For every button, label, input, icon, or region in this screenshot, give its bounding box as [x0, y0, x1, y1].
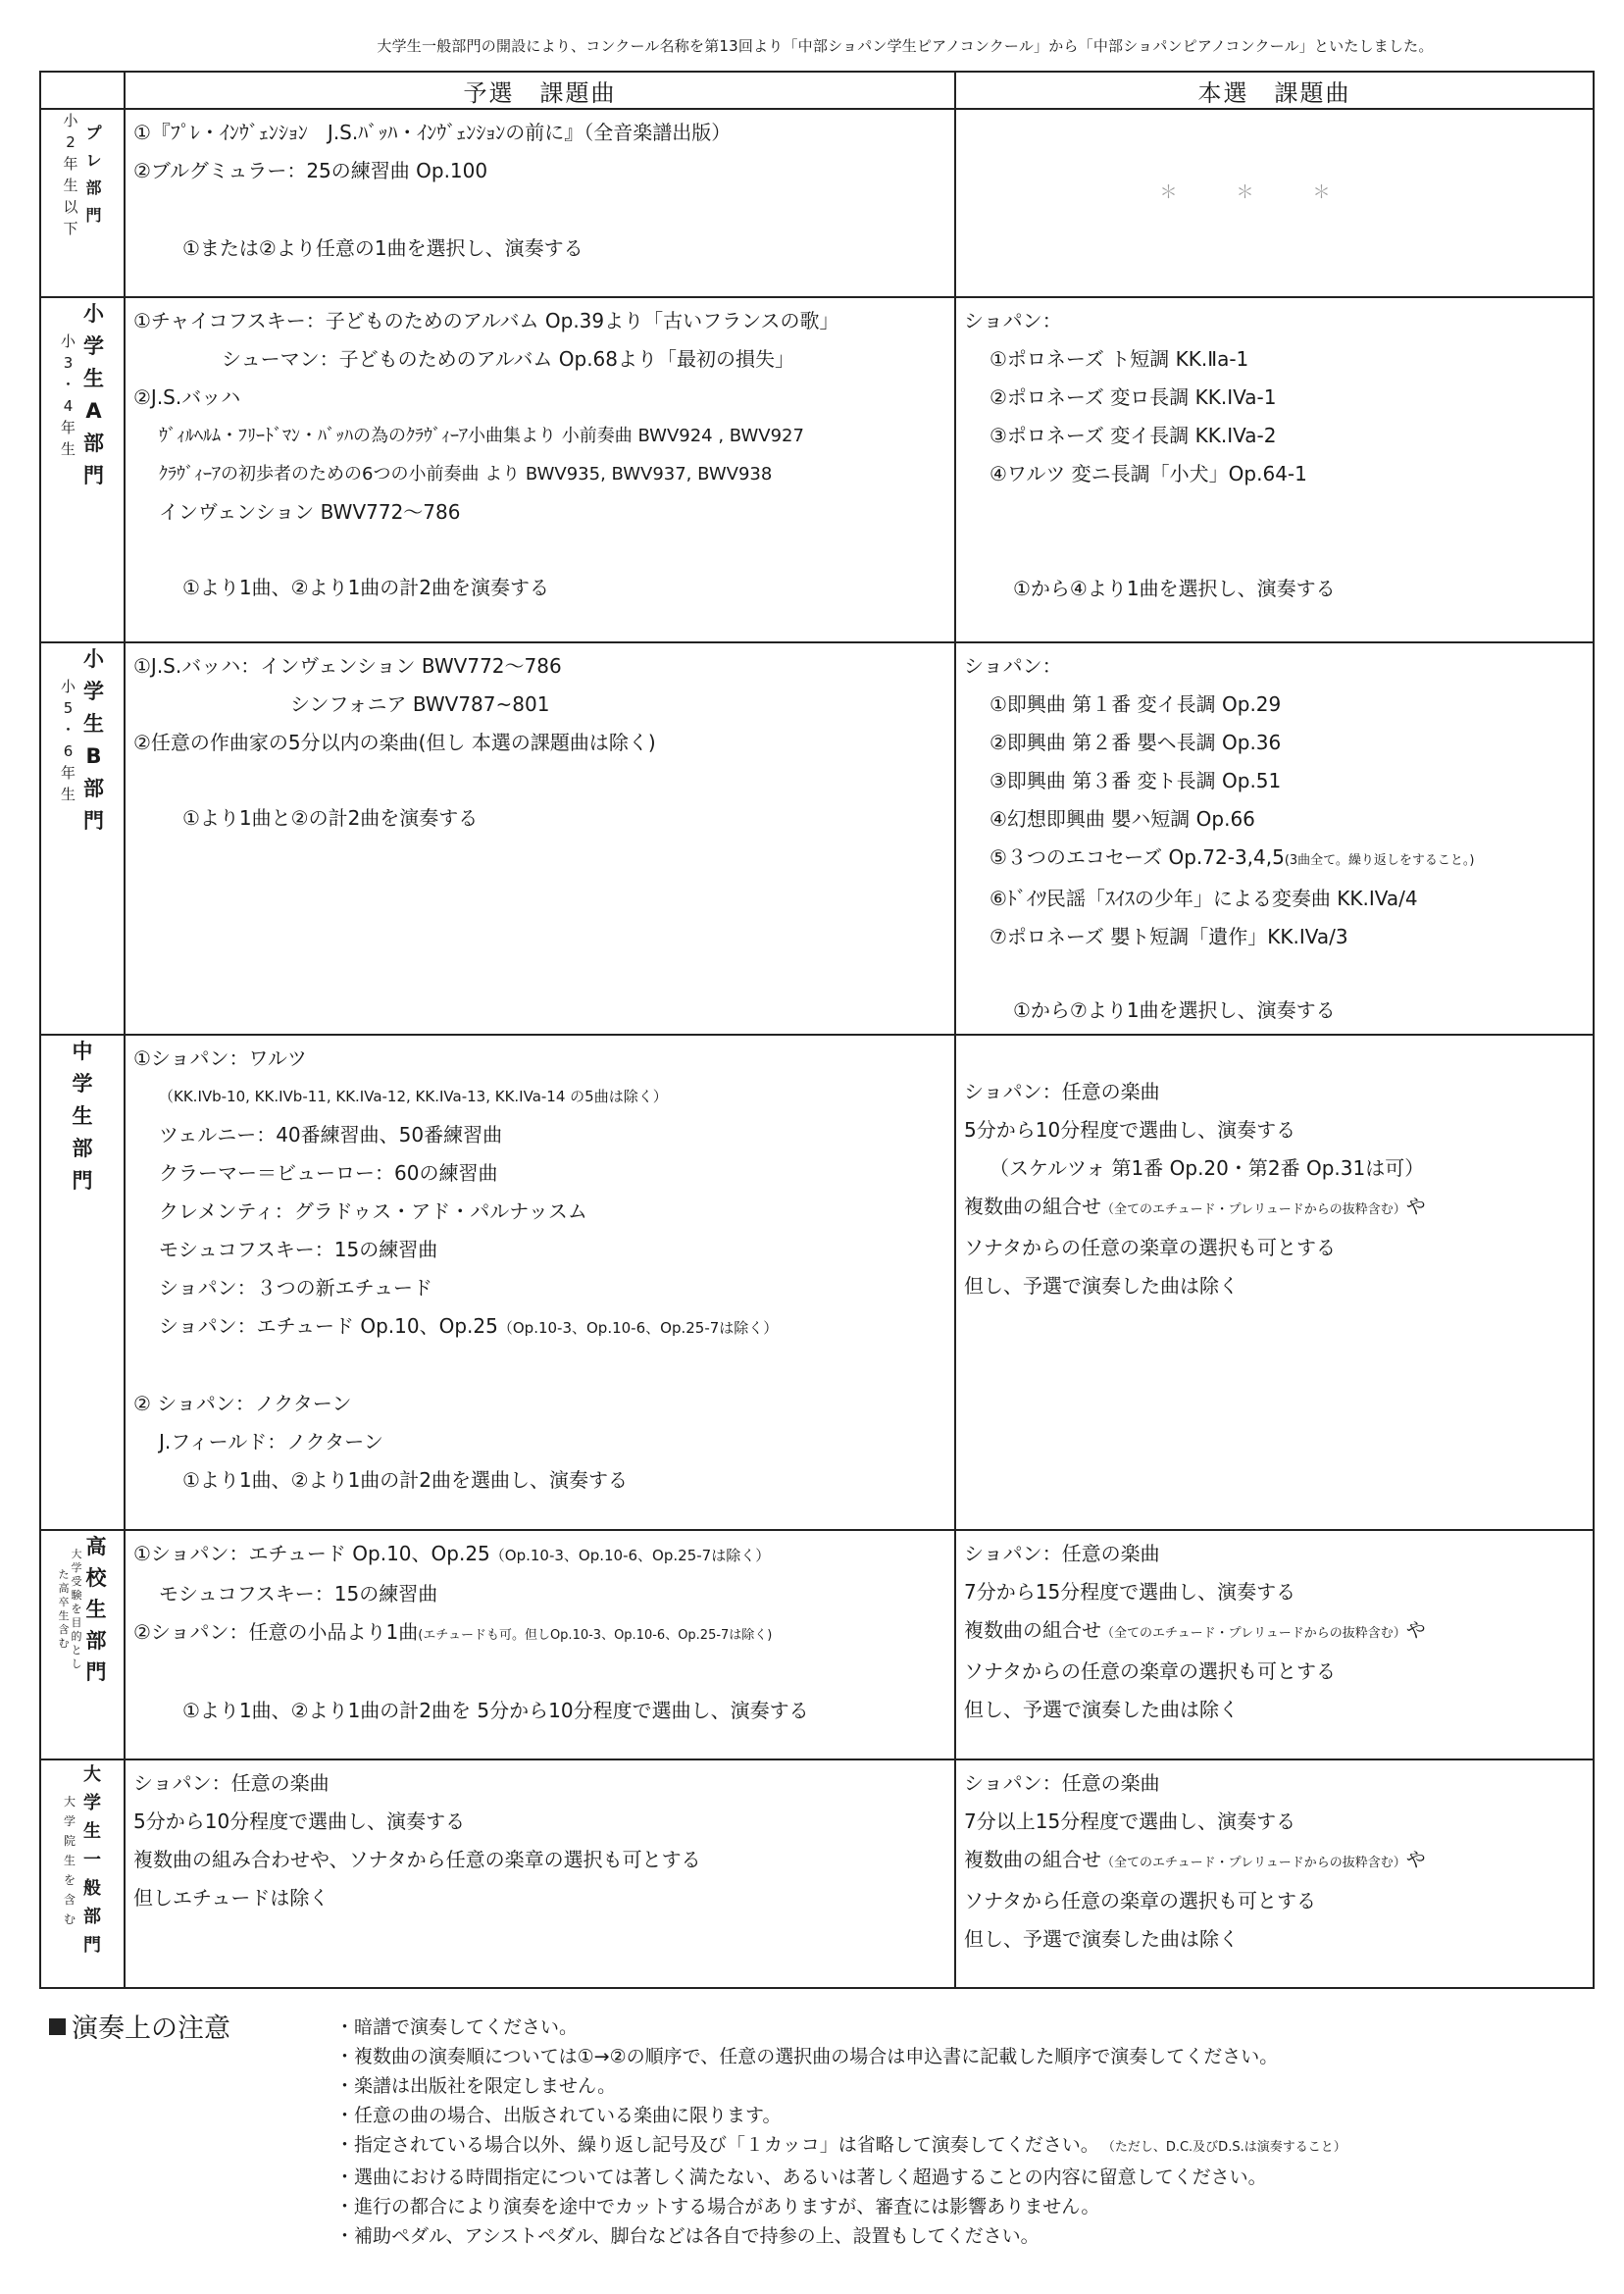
instruction: ①または②より任意の1曲を選択し、演奏する: [182, 236, 584, 260]
instruction: ①より1曲、②より1曲の計2曲を 5分から10分程度で選曲し、演奏する: [182, 1699, 809, 1722]
list-item: ｸﾗｳﾞｨｰｱの初歩者のための6つの小前奏曲 より BWV935, BWV937, BWV938: [159, 464, 773, 484]
list-item: ショパン：: [964, 654, 1062, 678]
list-item: 但し、予選で演奏した曲は除く: [964, 1927, 1239, 1951]
list-item: モシュコフスキー：15の練習曲: [159, 1238, 438, 1261]
instruction: ①より1曲、②より1曲の計2曲を演奏する: [182, 576, 550, 599]
instruction: ①より1曲、②より1曲の計2曲を選曲し、演奏する: [182, 1468, 629, 1492]
list-item: ①チャイコフスキー：子どものためのアルバム Op.39より「古いフランスの歌」: [133, 309, 839, 332]
list-item: ショパン：任意の楽曲: [133, 1771, 330, 1795]
list-item: 複数曲の組合せ（全てのエチュード・プレリュードからの抜粋含む）や: [964, 1195, 1426, 1218]
pre-prelim-cell: [125, 109, 955, 297]
b-prelim-cell: [125, 642, 955, 1035]
placeholder-stars: ＊＊＊: [1159, 182, 1390, 203]
list-item: 5分から10分程度で選曲し、演奏する: [964, 1118, 1296, 1142]
list-item: ショパン：任意の楽曲: [964, 1080, 1160, 1103]
list-item: 7分以上15分程度で選曲し、演奏する: [964, 1810, 1296, 1833]
list-item: （KK.IVb-10, KK.IVb-11, KK.IVa-12, KK.IVa-13, KK.IVa-14 の5曲は除く）: [159, 1088, 668, 1105]
a-final-cell: [955, 297, 1594, 642]
list-item: ④ワルツ 変ニ長調「小犬」Op.64-1: [990, 462, 1307, 485]
list-item: ⑥ﾄﾞｲﾂ民謡「ｽｲｽの少年」による変奏曲 KK.IVa/4: [990, 887, 1418, 910]
note-item: ・複数曲の演奏順については①→②の順序で、任意の選択曲の場合は申込書に記載した順序で演奏してください。: [335, 2046, 1279, 2067]
list-item: ｳﾞｨﾙﾍﾙﾑ・ﾌﾘｰﾄﾞﾏﾝ・ﾊﾞｯﾊの為のｸﾗｳﾞｨｰｱ小曲集より 小前奏曲 BWV924 , BWV927: [159, 426, 804, 446]
list-item: インヴェンション BWV772～786: [159, 500, 461, 524]
list-item: ①ショパン：エチュード Op.10、Op.25（Op.10-3、Op.10-6、Op.25-7は除く）: [133, 1542, 771, 1565]
list-item: ①J.S.バッハ：インヴェンション BWV772～786: [133, 654, 562, 678]
list-item: 5分から10分程度で選曲し、演奏する: [133, 1810, 466, 1833]
list-item: ②任意の作曲家の5分以内の楽曲(但し 本選の課題曲は除く): [133, 731, 656, 754]
list-item: ①ショパン：ワルツ: [133, 1046, 307, 1070]
division-sublabel: 小 2 年 生 以 下: [63, 112, 78, 237]
list-item: J.フィールド：ノクターン: [159, 1430, 383, 1453]
division-title: 大 学 生 一 般 部 門: [83, 1764, 101, 1956]
note-item: ・進行の都合により演奏を途中でカットする場合がありますが、審査には影響ありません。: [335, 2196, 1100, 2218]
list-item: シンフォニア BWV787~801: [290, 692, 550, 716]
note-item: ・指定されている場合以外、繰り返し記号及び「１カッコ」は省略して演奏してください。 （ただし、D.C.及びD.S.は演奏すること）: [335, 2134, 1346, 2156]
division-label-pre: [40, 109, 125, 297]
list-item: ソナタからの任意の楽章の選択も可とする: [964, 1236, 1336, 1259]
repertoire-table: [39, 71, 1595, 1989]
note-item: ・暗譜で演奏してください。: [335, 2016, 579, 2038]
division-label-hs: [40, 1530, 125, 1759]
list-item: ①即興曲 第１番 変イ長調 Op.29: [990, 692, 1282, 716]
corner-cell: [40, 72, 125, 109]
list-item: モシュコフスキー：15の練習曲: [159, 1582, 438, 1606]
jh-prelim-cell: [125, 1035, 955, 1530]
list-item: 但しエチュードは除く: [133, 1886, 330, 1910]
list-item: ショパン：エチュード Op.10、Op.25（Op.10-3、Op.10-6、Op.25-7は除く）: [159, 1314, 779, 1338]
list-item: ④幻想即興曲 嬰ハ短調 Op.66: [990, 807, 1255, 831]
list-item: 但し、予選で演奏した曲は除く: [964, 1274, 1239, 1298]
list-item: ①『ﾌﾟﾚ・ｲﾝｳﾞｪﾝｼｮﾝ J.S.ﾊﾞｯﾊ・ｲﾝｳﾞｪﾝｼｮﾝの前に』（全音楽譜出版）: [133, 121, 732, 144]
list-item: ②即興曲 第２番 嬰ヘ長調 Op.36: [990, 731, 1282, 754]
division-sublabel: 大 学 院 生 を 含 む: [63, 1794, 76, 1926]
list-item: ショパン：任意の楽曲: [964, 1542, 1160, 1565]
list-item: 7分から15分程度で選曲し、演奏する: [964, 1580, 1296, 1604]
division-sublabel: 小 3 ・ 4 年 生: [60, 332, 76, 458]
list-item: ソナタから任意の楽章の選択も可とする: [964, 1889, 1316, 1912]
list-item: 複数曲の組合せ（全てのエチュード・プレリュードからの抜粋含む）や: [964, 1618, 1426, 1642]
list-item: クラーマー＝ビューロー：60の練習曲: [159, 1161, 498, 1185]
list-item: ③ポロネーズ 変イ長調 KK.IVa-2: [990, 424, 1277, 447]
division-sublabel: 小 5 ・ 6 年 生: [60, 678, 76, 803]
division-title: 小 学 生 B 部 門: [83, 647, 104, 833]
hs-prelim-cell: [125, 1530, 955, 1759]
list-item: ショパン：任意の楽曲: [964, 1771, 1160, 1795]
list-item: ② ショパン：ノクターン: [133, 1392, 352, 1415]
list-item: ツェルニー：40番練習曲、50番練習曲: [159, 1123, 503, 1147]
list-item: 複数曲の組合せ（全てのエチュード・プレリュードからの抜粋含む）や: [964, 1848, 1426, 1871]
list-item: ②ポロネーズ 変ロ長調 KK.IVa-1: [990, 385, 1277, 409]
final-header: 本選 課題曲: [955, 72, 1594, 109]
division-title: 小 学 生 A 部 門: [83, 302, 104, 487]
header-notice: 大学生一般部門の開設により、コンクール名称を第13回より「中部ショパン学生ピアノコンクール」から「中部ショパンピアノコンクール」といたしました。: [377, 37, 1434, 55]
gen-prelim-cell: [125, 1759, 955, 1988]
list-item: （スケルツォ 第1番 Op.20・第2番 Op.31は可）: [990, 1156, 1425, 1180]
division-sublabel: た 高 卒 生 含 む 大 学 受 験 を 目 的 と し: [58, 1548, 82, 1670]
list-item: ⑦ポロネーズ 嬰ト短調「遺作」KK.IVa/3: [990, 925, 1348, 948]
square-bullet-icon: [49, 2018, 66, 2035]
b-final-cell: [955, 642, 1594, 1035]
pre-final-cell: [955, 109, 1594, 297]
list-item: クレメンティ：グラドゥス・アド・パルナッスム: [159, 1199, 587, 1223]
division-title: 中 学 生 部 門: [72, 1040, 93, 1193]
instruction: ①から⑦より1曲を選択し、演奏する: [1013, 998, 1336, 1022]
notes-list: [335, 2013, 1346, 2251]
notes-title: 演奏上の注意: [49, 2007, 230, 2045]
note-item: ・任意の曲の場合、出版されている楽曲に限ります。: [335, 2105, 782, 2126]
list-item: ショパン：: [964, 309, 1062, 332]
note-item: ・補助ペダル、アシストペダル、脚台などは各自で持参の上、設置もしてください。: [335, 2225, 1040, 2247]
a-prelim-cell: [125, 297, 955, 642]
gen-final-cell: [955, 1759, 1594, 1988]
division-label-jh: [40, 1035, 125, 1530]
list-item: 複数曲の組み合わせや、ソナタから任意の楽章の選択も可とする: [133, 1848, 701, 1871]
instruction: ①から④より1曲を選択し、演奏する: [1013, 577, 1336, 600]
division-title: 高 校 生 部 門: [85, 1535, 107, 1684]
list-item: ③即興曲 第３番 変ト長調 Op.51: [990, 769, 1282, 792]
note-item: ・楽譜は出版社を限定しません。: [335, 2075, 617, 2097]
list-item: ②ショパン：任意の小品より1曲(エチュードも可。但しOp.10-3、Op.10-6、Op.25-7は除く): [133, 1620, 773, 1644]
division-title: プ レ 部 門: [85, 124, 102, 225]
hs-final-cell: [955, 1530, 1594, 1759]
list-item: ⑤３つのエコセーズ Op.72-3,4,5(3曲全て。繰り返しをすること。): [990, 845, 1475, 869]
list-item: ソナタからの任意の楽章の選択も可とする: [964, 1659, 1336, 1683]
division-label-b: [40, 642, 125, 1035]
note-item: ・選曲における時間指定については著しく満たない、あるいは著しく超過することの内容に留意してください。: [335, 2167, 1267, 2188]
list-item: ②J.S.バッハ: [133, 385, 241, 409]
list-item: シューマン：子どものためのアルバム Op.68より「最初の損失」: [222, 347, 795, 371]
list-item: ショパン：３つの新エチュード: [159, 1276, 432, 1300]
list-item: 但し、予選で演奏した曲は除く: [964, 1698, 1239, 1721]
division-label-a: [40, 297, 125, 642]
jh-final-cell: [955, 1035, 1594, 1530]
division-label-gen: [40, 1759, 125, 1988]
prelim-header: 予選 課題曲: [125, 72, 955, 109]
list-item: ②ブルグミュラー：25の練習曲 Op.100: [133, 159, 488, 182]
list-item: ①ポロネーズ ト短調 KK.Ⅱa-1: [990, 347, 1249, 371]
instruction: ①より1曲と②の計2曲を演奏する: [182, 806, 479, 830]
